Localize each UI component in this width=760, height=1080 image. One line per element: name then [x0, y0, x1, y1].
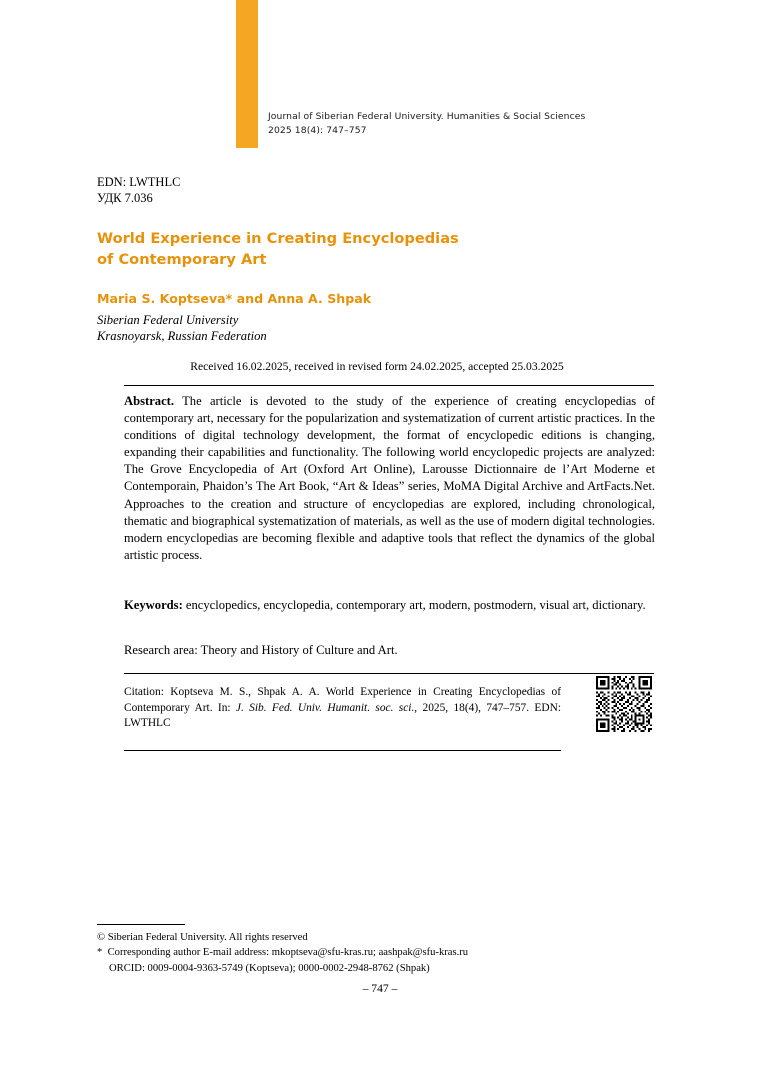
footnote-corresponding-author: * Corresponding author E-mail address: mkoptseva@sfu-kras.ru; aashpak@sfu-kras.ru: [97, 947, 469, 959]
qr-code-icon: [596, 676, 652, 732]
edn-line: EDN: LWTHLC: [97, 175, 181, 189]
udc-line: УДК 7.036: [97, 190, 153, 205]
abstract-top-rule: [124, 385, 654, 386]
citation-suffix: , 2025, 18(4), 747–757. EDN: LWTHLC: [124, 701, 561, 730]
affiliation-institution: Siberian Federal University: [97, 313, 239, 327]
abstract-text: The article is devoted to the study of the experience of creating encyclopedias of contemporary art, necessary for the popularization and systematization of current artistic practices. In the conditions of digital technology development, the format of encyclopedic editions is changing, expanding their capabilities and functionality. The following world encyclopedic projects are analyzed: The Grove Encyclopedia of Art (Oxford Art Online), Larousse Dictionnaire de l’Art Moderne et Contemporain, Phaidon’s The Art Book, “Art & Ideas” series, MoMA Digital Archive and ArtFacts.Net. Approaches to the creation and structure of encyclopedias are explored, including chronological, thematic and biographical systematization of materials, as well as the use of modern digital technologies. modern encyclopedias are becoming flexible and adaptive tools that reflect the dynamics of the global artistic process.: [124, 394, 655, 562]
citation-journal: J. Sib. Fed. Univ. Humanit. soc. sci.: [235, 701, 415, 714]
title-line-2: of Contemporary Art: [97, 251, 267, 268]
keywords-label: Keywords:: [124, 598, 183, 612]
title-line-1: World Experience in Creating Encyclopedias: [97, 230, 459, 247]
footnote-orcid: ORCID: 0009-0004-9363-5749 (Koptseva); 0000-0002-2948-8762 (Shpak): [109, 962, 430, 974]
keywords-block: [124, 597, 655, 614]
footnote-copyright: © Siberian Federal University. All rights reserved: [97, 932, 308, 943]
abstract-block: [124, 393, 655, 564]
abstract-bottom-rule: [124, 673, 654, 674]
research-area: Research area: Theory and History of Culture and Art.: [124, 643, 398, 657]
abstract-label: Abstract.: [124, 394, 175, 408]
identifiers: [97, 175, 180, 206]
citation-block: [124, 685, 561, 732]
affiliation: [97, 312, 267, 344]
submission-dates: Received 16.02.2025, received in revised form 24.02.2025, accepted 25.03.2025: [190, 360, 564, 373]
affiliation-location: Krasnoyarsk, Russian Federation: [97, 329, 267, 343]
page-title: [97, 228, 657, 270]
orange-header-bar: [236, 0, 258, 148]
journal-title-line: Journal of Siberian Federal University. Humanities & Social Sciences: [268, 111, 586, 122]
journal-issue-line: 2025 18(4): 747–757: [268, 125, 367, 136]
footnotes: [97, 930, 657, 976]
page-number: – 747 –: [362, 982, 398, 995]
citation-bottom-rule: [124, 750, 561, 751]
keywords-text: encyclopedics, encyclopedia, contemporary art, modern, postmodern, visual art, dictionary.: [182, 598, 646, 612]
author-list: Maria S. Koptseva* and Anna A. Shpak: [97, 291, 372, 306]
citation-prefix: Citation: Koptseva M. S., Shpak A. A. World Experience in Creating Encyclopedias of Contemporary Art. In:: [124, 686, 561, 714]
journal-masthead: [268, 110, 668, 138]
footnote-rule: [97, 924, 185, 925]
